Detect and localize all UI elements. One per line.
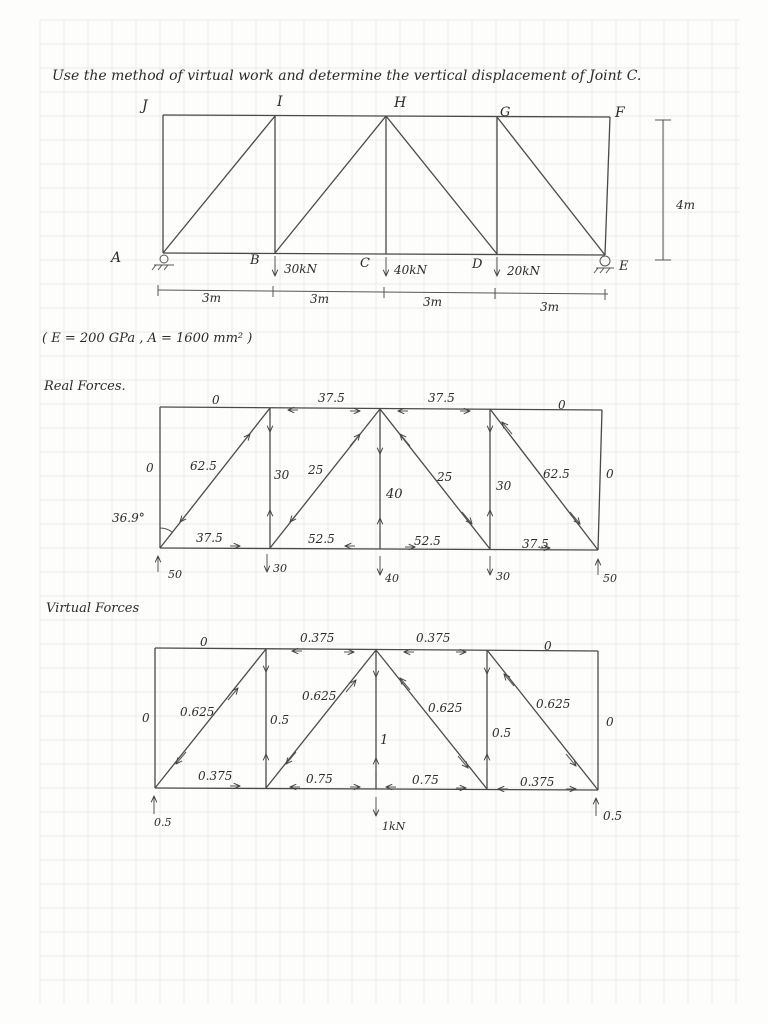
span-label-4: 3m: [540, 300, 560, 314]
real-member-diag-ge: 62.5: [543, 467, 570, 481]
real-reaction-e: 50: [603, 572, 617, 585]
real-member-diag-ai: 62.5: [190, 459, 217, 473]
virtual-forces-diagram: [142, 631, 622, 833]
real-member-bot-de: 37.5: [522, 537, 549, 551]
real-reaction-a: 50: [168, 568, 182, 581]
virtual-member-diag-ge: 0.625: [536, 697, 571, 711]
real-member-top-hg: 37.5: [428, 391, 455, 405]
real-reaction-b: 30: [273, 562, 287, 575]
real-forces-heading: Real Forces.: [44, 379, 126, 394]
virtual-member-bot-bc: 0.75: [306, 772, 333, 786]
real-member-top-ih: 37.5: [318, 391, 345, 405]
span-label-3: 3m: [423, 295, 443, 309]
pin-support-a: [152, 255, 174, 270]
real-angle-label: 36.9°: [112, 511, 145, 525]
height-label: 4m: [676, 198, 696, 212]
real-member-bot-cd: 52.5: [414, 534, 441, 548]
real-member-diag-bh: 25: [308, 463, 324, 477]
virtual-member-top-left: 0: [200, 635, 208, 649]
virtual-member-bot-de: 0.375: [520, 775, 555, 789]
virtual-reaction-a: 0.5: [154, 816, 172, 829]
span-label-2: 3m: [310, 292, 330, 306]
real-member-vert-dg: 30: [496, 479, 512, 493]
real-member-vert-bi: 30: [274, 468, 290, 482]
problem-statement: Use the method of virtual work and determine the vertical displacement of Joint C.: [52, 68, 642, 84]
span-dimension-line: [158, 290, 608, 294]
joint-label-b: B: [250, 253, 260, 268]
real-member-top-right: 0: [558, 398, 566, 412]
virtual-member-diag-ai: 0.625: [180, 705, 215, 719]
real-forces-diagram: [112, 391, 617, 585]
joint-label-d: D: [472, 257, 483, 272]
real-reaction-d: 30: [496, 570, 510, 583]
load-label-d: 20kN: [507, 264, 541, 278]
joint-label-f: F: [615, 105, 625, 121]
real-member-right-vert: 0: [606, 467, 614, 481]
virtual-member-right-vert: 0: [606, 715, 614, 729]
virtual-member-diag-bh: 0.625: [302, 689, 337, 703]
joint-label-c: C: [360, 256, 370, 271]
joint-label-e: E: [619, 259, 629, 274]
virtual-member-bot-cd: 0.75: [412, 773, 439, 787]
material-properties: ( E = 200 GPa , A = 1600 mm² ): [42, 331, 253, 346]
joint-label-h: H: [394, 95, 407, 111]
virtual-member-diag-hd: 0.625: [428, 701, 463, 715]
load-label-b: 30kN: [284, 262, 318, 276]
roller-support-e: [594, 256, 614, 273]
joint-label-a: A: [111, 250, 122, 266]
load-label-c: 40kN: [394, 263, 428, 277]
virtual-member-top-hg: 0.375: [416, 631, 451, 645]
virtual-member-top-right: 0: [544, 639, 552, 653]
joint-label-g: G: [500, 105, 511, 120]
joint-label-i: I: [277, 94, 283, 110]
real-member-bot-bc: 52.5: [308, 532, 335, 546]
virtual-reaction-e: 0.5: [603, 809, 623, 823]
joint-label-j: J: [142, 98, 148, 114]
virtual-member-top-ih: 0.375: [300, 631, 335, 645]
grid-paper: [40, 20, 740, 1004]
virtual-member-vert-ch: 1: [380, 733, 389, 748]
real-member-left-vert: 0: [146, 461, 154, 475]
virtual-member-left-vert: 0: [142, 711, 150, 725]
virtual-unit-load: 1kN: [382, 820, 406, 833]
real-reaction-c: 40: [385, 572, 399, 585]
virtual-member-vert-dg: 0.5: [492, 726, 512, 740]
real-member-vert-ch: 40: [386, 487, 403, 502]
virtual-member-bot-ab: 0.375: [198, 769, 233, 783]
virtual-forces-heading: Virtual Forces: [46, 601, 140, 616]
real-member-top-left: 0: [212, 393, 220, 407]
real-member-bot-ab: 37.5: [196, 531, 223, 545]
real-member-diag-hd: 25: [437, 470, 453, 484]
virtual-member-vert-bi: 0.5: [270, 713, 290, 727]
truss-diagram: [109, 94, 695, 314]
span-label-1: 3m: [202, 291, 222, 305]
